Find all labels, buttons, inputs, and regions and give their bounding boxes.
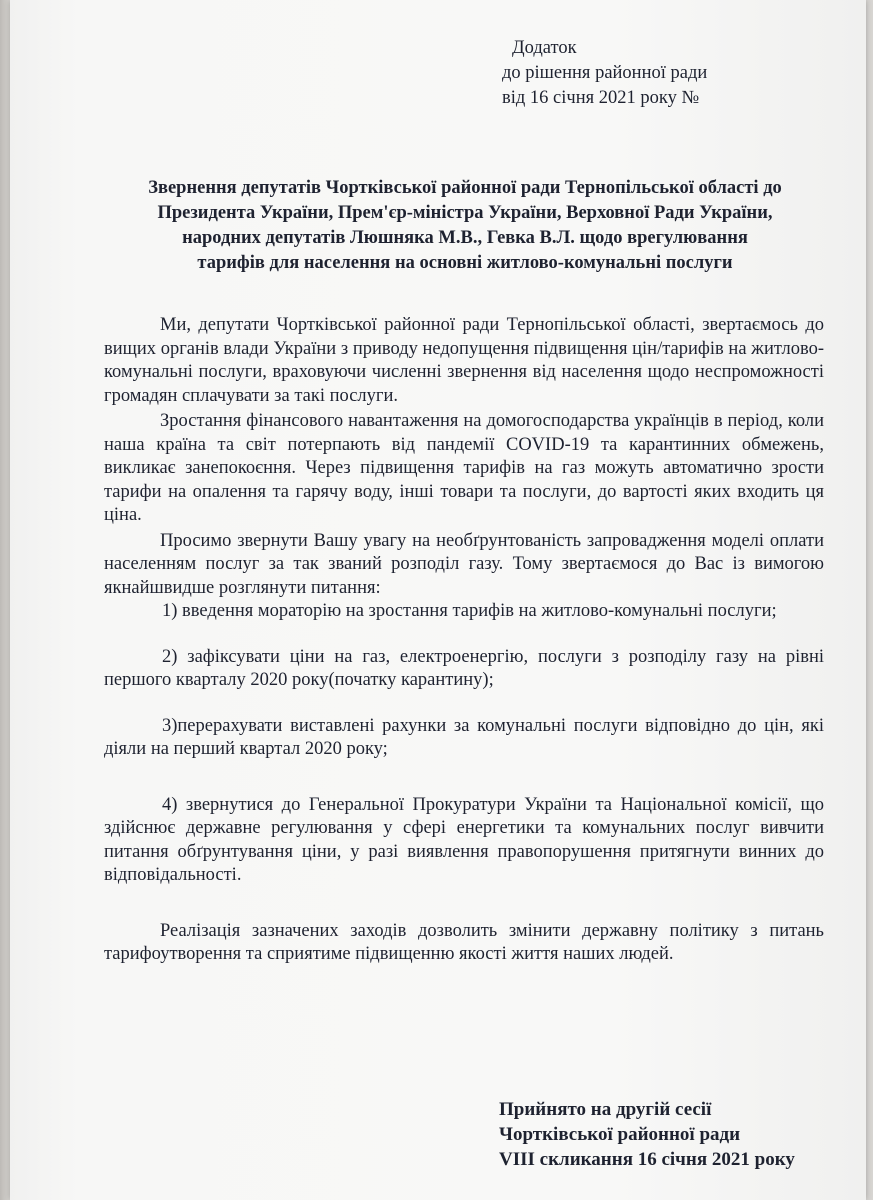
adoption-note bbox=[499, 1097, 795, 1172]
paragraph-financial-burden: Зростання фінансового навантаження на домогосподарства українців в період, коли наша країна та світ потерпають від пандемії COVID-19 та карантинних обмежень, викликає занепокоєння. Через підвищення тарифів на газ можуть автоматично зрости тарифи на опалення та гарячу воду, інші товари та послуги, до вартості яких входить ця ціна. bbox=[104, 411, 824, 525]
document-title bbox=[70, 176, 860, 276]
title-line-4: тарифів для населення на основні житлово-комунальні послуги bbox=[197, 253, 733, 273]
header-line-1: Додаток bbox=[512, 38, 577, 58]
title-line-1: Звернення депутатів Чортківської районної ради Тернопільської області до bbox=[148, 178, 782, 198]
appendix-header bbox=[502, 36, 707, 111]
header-line-3: від 16 січня 2021 року № bbox=[502, 88, 700, 108]
list-item-prosecutor: 4) звернутися до Генеральної Прокуратури України та Національної комісії, що здійснює державне регулювання у сфері енергетики та комунальних послуг вивчити питання обґрунтування ціни, у разі виявлення правопорушення притягнути винних до відповідальності. bbox=[104, 794, 824, 885]
paragraph-intro: Ми, депутати Чортківської районної ради Тернопільської області, звертаємось до вищих органів влади України з приводу недопущення підвищення цін/тарифів на житлово-комунальні послуги, враховуючи численні звернення від населення щодо неспроможності громадян сплачувати за такі послуги. bbox=[104, 315, 824, 406]
footer-line-2: Чортківської районної ради bbox=[499, 1124, 741, 1145]
title-line-2: Президента України, Прем'єр-міністра України, Верховної Ради України, bbox=[157, 203, 773, 223]
paragraph-conclusion: Реалізація зазначених заходів дозволить змінити державну політику з питань тарифоутворення та сприятиме підвищенню якості життя наших людей. bbox=[104, 920, 824, 964]
adjacent-page-edge bbox=[0, 0, 10, 1200]
footer-line-1: Прийнято на другій сесії bbox=[499, 1099, 712, 1120]
header-line-2: до рішення районної ради bbox=[502, 63, 708, 83]
paragraph-request: Просимо звернути Вашу увагу на необґрунтованість запровадження моделі оплати населенням послуг за так званий розподіл газу. Тому звертаємося до Вас із вимогою якнайшвидше розглянути питання: bbox=[104, 530, 824, 598]
title-line-3: народних депутатів Люшняка М.В., Гевка В.Л. щодо врегулювання bbox=[182, 228, 748, 248]
document-body bbox=[104, 314, 824, 967]
list-item-fix-prices: 2) зафіксувати ціни на газ, електроенергію, послуги з розподілу газу на рівні першого кварталу 2020 року(початку карантину); bbox=[104, 646, 824, 690]
list-item-recalculate: 3)перерахувати виставлені рахунки за комунальні послуги відповідно до цін, які діяли на перший квартал 2020 року; bbox=[104, 715, 824, 759]
adjacent-page-fragment bbox=[0, 300, 10, 324]
footer-line-3: VIII скликання 16 січня 2021 року bbox=[499, 1149, 795, 1170]
list-item-moratorium: 1) введення мораторію на зростання тарифів на житлово-комунальні послуги; bbox=[162, 601, 777, 621]
